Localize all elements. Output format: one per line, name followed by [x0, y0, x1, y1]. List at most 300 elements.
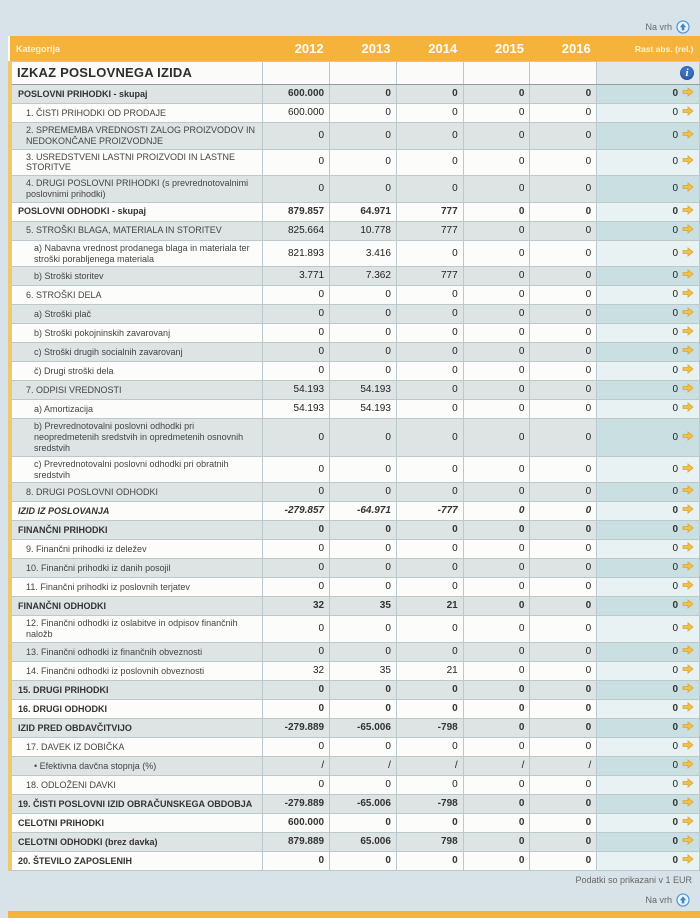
- growth-cell: [597, 851, 700, 870]
- value-cell: 0: [330, 540, 397, 559]
- value-cell: 0: [330, 813, 397, 832]
- value-cell: 0: [530, 176, 597, 203]
- row-label: POSLOVNI PRIHODKI - skupaj: [10, 85, 263, 104]
- row-label: 10. Finančni prihodki iz danih posojil: [10, 559, 263, 578]
- growth-cell: [597, 521, 700, 540]
- growth-arrow-icon[interactable]: [682, 759, 694, 773]
- growth-value: 0: [672, 384, 678, 396]
- growth-cell: [597, 324, 700, 343]
- value-cell: 777: [396, 202, 463, 221]
- growth-cell: [597, 578, 700, 597]
- value-cell: 0: [463, 286, 530, 305]
- value-cell: 0: [263, 456, 330, 483]
- growth-value: 0: [672, 664, 678, 676]
- row-label: 11. Finančni prihodki iz poslovnih terjatev: [10, 578, 263, 597]
- value-cell: 0: [396, 642, 463, 661]
- value-cell: 777: [396, 267, 463, 286]
- value-cell: 0: [263, 680, 330, 699]
- row-label: 2. SPREMEMBA VREDNOSTI ZALOG PROIZVODOV IN NEDOKONČANE PROIZVODNJE: [10, 123, 263, 150]
- value-cell: 0: [463, 202, 530, 221]
- value-cell: 0: [463, 149, 530, 176]
- growth-value: 0: [672, 129, 678, 141]
- value-cell: 0: [530, 456, 597, 483]
- row-label: • Efektivna davčna stopnja (%): [10, 756, 263, 775]
- row-label: č) Drugi stroški dela: [10, 362, 263, 381]
- value-cell: 0: [396, 240, 463, 267]
- growth-value: 0: [672, 759, 678, 771]
- top-bar: [0, 0, 700, 36]
- value-cell: -279.857: [263, 502, 330, 521]
- income-statement-table: [8, 36, 700, 871]
- growth-value: 0: [672, 816, 678, 828]
- row-label: a) Stroški plač: [10, 305, 263, 324]
- value-cell: 0: [530, 343, 597, 362]
- value-cell: 0: [530, 597, 597, 616]
- value-cell: 0: [530, 775, 597, 794]
- table-row: [10, 699, 700, 718]
- value-cell: 0: [463, 123, 530, 150]
- value-cell: 0: [263, 521, 330, 540]
- value-cell: 0: [263, 324, 330, 343]
- growth-arrow-icon[interactable]: [682, 721, 694, 735]
- growth-value: 0: [672, 224, 678, 236]
- value-cell: 0: [330, 737, 397, 756]
- growth-value: 0: [672, 854, 678, 866]
- value-cell: 879.857: [263, 202, 330, 221]
- growth-value: 0: [672, 346, 678, 358]
- table-row: [10, 680, 700, 699]
- value-cell: 0: [530, 286, 597, 305]
- growth-arrow-icon[interactable]: [682, 854, 694, 868]
- value-cell: 0: [330, 642, 397, 661]
- value-cell: 0: [330, 343, 397, 362]
- table-row: [10, 149, 700, 176]
- growth-arrow-icon[interactable]: [682, 599, 694, 613]
- value-cell: 0: [330, 775, 397, 794]
- growth-cell: [597, 267, 700, 286]
- column-header-growth: Rast abs. (rel.): [597, 36, 700, 62]
- value-cell: 0: [263, 616, 330, 643]
- value-cell: -777: [396, 502, 463, 521]
- growth-arrow-icon[interactable]: [682, 580, 694, 594]
- value-cell: 0: [396, 851, 463, 870]
- value-cell: 0: [330, 616, 397, 643]
- value-cell: 64.971: [330, 202, 397, 221]
- growth-cell: [597, 202, 700, 221]
- growth-arrow-icon[interactable]: [682, 106, 694, 120]
- value-cell: 32: [263, 597, 330, 616]
- value-cell: 0: [530, 240, 597, 267]
- value-cell: 0: [530, 680, 597, 699]
- growth-value: 0: [672, 205, 678, 217]
- growth-arrow-icon[interactable]: [682, 431, 694, 445]
- row-label: 13. Finančni odhodki iz finančnih obveznosti: [10, 642, 263, 661]
- growth-value: 0: [672, 797, 678, 809]
- table-row: [10, 540, 700, 559]
- growth-arrow-icon[interactable]: [682, 816, 694, 830]
- growth-arrow-icon[interactable]: [682, 224, 694, 238]
- table-row: [10, 104, 700, 123]
- value-cell: 0: [396, 737, 463, 756]
- table-row: [10, 597, 700, 616]
- value-cell: /: [330, 756, 397, 775]
- value-cell: 0: [463, 775, 530, 794]
- value-cell: 0: [530, 559, 597, 578]
- value-cell: 0: [396, 680, 463, 699]
- growth-arrow-icon[interactable]: [682, 402, 694, 416]
- value-cell: 0: [530, 578, 597, 597]
- table-row: [10, 202, 700, 221]
- table-row: [10, 400, 700, 419]
- value-cell: 0: [330, 123, 397, 150]
- growth-value: 0: [672, 623, 678, 635]
- growth-cell: [597, 540, 700, 559]
- column-header-2014: 2014: [396, 36, 463, 62]
- growth-arrow-icon[interactable]: [682, 463, 694, 477]
- row-label: 20. ŠTEVILO ZAPOSLENIH: [10, 851, 263, 870]
- value-cell: 0: [530, 221, 597, 240]
- row-label: FINANČNI PRIHODKI: [10, 521, 263, 540]
- value-cell: 0: [396, 381, 463, 400]
- row-label: 4. DRUGI POSLOVNI PRIHODKI (s prevrednotovalnimi poslovnimi prihodki): [10, 176, 263, 203]
- value-cell: 0: [463, 559, 530, 578]
- value-cell: 0: [330, 559, 397, 578]
- value-cell: 0: [530, 737, 597, 756]
- table-row: [10, 642, 700, 661]
- value-cell: 0: [263, 483, 330, 502]
- growth-arrow-icon[interactable]: [682, 561, 694, 575]
- value-cell: 0: [263, 123, 330, 150]
- growth-arrow-icon[interactable]: [682, 129, 694, 143]
- value-cell: -65.006: [330, 794, 397, 813]
- growth-value: 0: [672, 600, 678, 612]
- table-row: [10, 343, 700, 362]
- value-cell: 0: [463, 362, 530, 381]
- table-row: [10, 737, 700, 756]
- table-row: [10, 85, 700, 104]
- growth-cell: [597, 832, 700, 851]
- value-cell: 0: [463, 85, 530, 104]
- growth-arrow-icon[interactable]: [682, 702, 694, 716]
- row-label: 3. USREDSTVENI LASTNI PROIZVODI IN LASTNE STORITVE: [10, 149, 263, 176]
- growth-value: 0: [672, 403, 678, 415]
- growth-cell: [597, 149, 700, 176]
- value-cell: 879.889: [263, 832, 330, 851]
- growth-cell: [597, 305, 700, 324]
- value-cell: -65.006: [330, 718, 397, 737]
- column-header-2015: 2015: [463, 36, 530, 62]
- value-cell: 0: [463, 832, 530, 851]
- value-cell: 0: [463, 305, 530, 324]
- value-cell: 0: [463, 578, 530, 597]
- value-cell: 0: [463, 221, 530, 240]
- value-cell: 32: [263, 661, 330, 680]
- growth-value: 0: [672, 835, 678, 847]
- value-cell: 0: [330, 149, 397, 176]
- table-row: [10, 305, 700, 324]
- growth-arrow-icon[interactable]: [682, 797, 694, 811]
- growth-value: 0: [672, 247, 678, 259]
- value-cell: 821.893: [263, 240, 330, 267]
- column-header-category: Kategorija: [10, 36, 263, 62]
- value-cell: 0: [463, 540, 530, 559]
- table-row: [10, 578, 700, 597]
- column-header-2016: 2016: [530, 36, 597, 62]
- growth-cell: [597, 616, 700, 643]
- value-cell: 0: [396, 343, 463, 362]
- value-cell: 0: [463, 794, 530, 813]
- value-cell: 0: [530, 699, 597, 718]
- row-label: 6. STROŠKI DELA: [10, 286, 263, 305]
- row-label: b) Prevrednotovalni poslovni odhodki pri neopredmetenih sredstvih in opredmetenih osnovnih sredstvih: [10, 419, 263, 456]
- value-cell: 10.778: [330, 221, 397, 240]
- growth-arrow-icon[interactable]: [682, 664, 694, 678]
- value-cell: 0: [330, 305, 397, 324]
- value-cell: 0: [396, 176, 463, 203]
- value-cell: 0: [530, 85, 597, 104]
- growth-value: 0: [672, 327, 678, 339]
- row-label: b) Stroški storitev: [10, 267, 263, 286]
- value-cell: 0: [530, 123, 597, 150]
- value-cell: 0: [530, 202, 597, 221]
- row-label: 15. DRUGI PRIHODKI: [10, 680, 263, 699]
- growth-value: 0: [672, 778, 678, 790]
- value-cell: 0: [463, 381, 530, 400]
- value-cell: 0: [396, 578, 463, 597]
- row-label: 7. ODPISI VREDNOSTI: [10, 381, 263, 400]
- growth-arrow-icon[interactable]: [682, 269, 694, 283]
- value-cell: 0: [530, 305, 597, 324]
- growth-value: 0: [672, 289, 678, 301]
- value-cell: 0: [463, 699, 530, 718]
- value-cell: 0: [330, 362, 397, 381]
- growth-cell: [597, 680, 700, 699]
- row-label: IZID IZ POSLOVANJA: [10, 502, 263, 521]
- growth-value: 0: [672, 107, 678, 118]
- row-label: POSLOVNI ODHODKI - skupaj: [10, 202, 263, 221]
- row-label: 1. ČISTI PRIHODKI OD PRODAJE: [10, 104, 263, 123]
- value-cell: 600.000: [263, 104, 330, 123]
- value-cell: 0: [396, 521, 463, 540]
- row-label: 16. DRUGI ODHODKI: [10, 699, 263, 718]
- table-row: [10, 851, 700, 870]
- growth-cell: [597, 456, 700, 483]
- value-cell: 54.193: [263, 400, 330, 419]
- growth-arrow-icon[interactable]: [682, 247, 694, 261]
- value-cell: 0: [530, 104, 597, 123]
- value-cell: 0: [530, 400, 597, 419]
- growth-arrow-icon[interactable]: [682, 645, 694, 659]
- growth-cell: [597, 483, 700, 502]
- value-cell: 0: [530, 540, 597, 559]
- growth-cell: [597, 362, 700, 381]
- value-cell: 0: [263, 737, 330, 756]
- value-cell: /: [396, 756, 463, 775]
- row-label: c) Stroški drugih socialnih zavarovanj: [10, 343, 263, 362]
- growth-value: 0: [672, 683, 678, 695]
- table-row: [10, 832, 700, 851]
- growth-arrow-icon[interactable]: [682, 364, 694, 378]
- growth-arrow-icon[interactable]: [682, 778, 694, 792]
- value-cell: 0: [463, 324, 530, 343]
- value-cell: 0: [396, 305, 463, 324]
- growth-cell: [597, 794, 700, 813]
- growth-arrow-icon[interactable]: [682, 683, 694, 697]
- value-cell: 0: [530, 616, 597, 643]
- value-cell: 0: [530, 381, 597, 400]
- table-title-row: [10, 62, 700, 85]
- growth-arrow-icon[interactable]: [682, 835, 694, 849]
- value-cell: 0: [396, 813, 463, 832]
- value-cell: 600.000: [263, 813, 330, 832]
- info-icon[interactable]: i: [680, 66, 694, 80]
- value-cell: 0: [463, 419, 530, 456]
- growth-value: 0: [672, 562, 678, 574]
- value-cell: 0: [463, 597, 530, 616]
- row-label: 5. STROŠKI BLAGA, MATERIALA IN STORITEV: [10, 221, 263, 240]
- growth-arrow-icon[interactable]: [682, 740, 694, 754]
- value-cell: 0: [463, 267, 530, 286]
- growth-cell: [597, 85, 700, 104]
- growth-value: 0: [672, 463, 678, 475]
- value-cell: 0: [463, 813, 530, 832]
- value-cell: 0: [463, 851, 530, 870]
- row-label: CELOTNI PRIHODKI: [10, 813, 263, 832]
- table-header-row: [10, 36, 700, 62]
- growth-cell: [597, 642, 700, 661]
- value-cell: 0: [530, 483, 597, 502]
- value-cell: 0: [396, 419, 463, 456]
- value-cell: 0: [530, 502, 597, 521]
- growth-cell: [597, 559, 700, 578]
- value-cell: 65.006: [330, 832, 397, 851]
- value-cell: /: [463, 756, 530, 775]
- value-cell: 54.193: [263, 381, 330, 400]
- growth-cell: [597, 381, 700, 400]
- value-cell: -64.971: [330, 502, 397, 521]
- row-label: a) Nabavna vrednost prodanega blaga in materiala ter stroški porabljenega materiala: [10, 240, 263, 267]
- growth-arrow-icon[interactable]: [682, 622, 694, 636]
- value-cell: 0: [530, 149, 597, 176]
- value-cell: 0: [263, 775, 330, 794]
- growth-value: 0: [672, 88, 678, 99]
- growth-arrow-icon[interactable]: [682, 504, 694, 518]
- value-cell: 0: [463, 104, 530, 123]
- value-cell: 0: [396, 400, 463, 419]
- growth-arrow-icon[interactable]: [682, 542, 694, 556]
- growth-arrow-icon[interactable]: [682, 205, 694, 219]
- growth-arrow-icon[interactable]: [682, 326, 694, 340]
- growth-value: 0: [672, 740, 678, 752]
- value-cell: 0: [263, 851, 330, 870]
- value-cell: 0: [263, 305, 330, 324]
- table-row: [10, 661, 700, 680]
- growth-cell: [597, 400, 700, 419]
- growth-value: 0: [672, 486, 678, 498]
- value-cell: 0: [463, 680, 530, 699]
- table-body: [10, 62, 700, 871]
- growth-value: 0: [672, 156, 678, 168]
- value-cell: 0: [396, 699, 463, 718]
- value-cell: 0: [330, 104, 397, 123]
- scroll-to-top-icon[interactable]: [676, 20, 690, 34]
- value-cell: 7.362: [330, 267, 397, 286]
- value-cell: 0: [396, 286, 463, 305]
- value-cell: 0: [396, 616, 463, 643]
- value-cell: 0: [263, 578, 330, 597]
- value-cell: 0: [330, 483, 397, 502]
- value-cell: 0: [463, 737, 530, 756]
- growth-value: 0: [672, 543, 678, 555]
- value-cell: 825.664: [263, 221, 330, 240]
- value-cell: /: [530, 756, 597, 775]
- table-row: [10, 362, 700, 381]
- value-cell: 0: [330, 851, 397, 870]
- growth-value: 0: [672, 721, 678, 733]
- value-cell: 0: [463, 642, 530, 661]
- value-cell: 0: [530, 324, 597, 343]
- na-vrh-bottom-link[interactable]: [645, 893, 690, 907]
- growth-cell: [597, 240, 700, 267]
- growth-cell: [597, 718, 700, 737]
- value-cell: 600.000: [263, 85, 330, 104]
- growth-arrow-icon[interactable]: [682, 182, 694, 196]
- growth-arrow-icon[interactable]: [682, 307, 694, 321]
- table-row: [10, 267, 700, 286]
- value-cell: -279.889: [263, 794, 330, 813]
- table-row: [10, 559, 700, 578]
- value-cell: 0: [530, 832, 597, 851]
- footnote: Podatki so prikazani v 1 EUR: [575, 874, 692, 885]
- growth-arrow-icon[interactable]: [682, 485, 694, 499]
- growth-value: 0: [672, 505, 678, 517]
- value-cell: 0: [463, 502, 530, 521]
- growth-arrow-icon[interactable]: [682, 345, 694, 359]
- row-label: 17. DAVEK IZ DOBIČKA: [10, 737, 263, 756]
- growth-cell: [597, 286, 700, 305]
- growth-cell: [597, 597, 700, 616]
- value-cell: 0: [396, 456, 463, 483]
- next-table-header-strip: [8, 911, 700, 918]
- value-cell: 54.193: [330, 400, 397, 419]
- value-cell: 0: [396, 123, 463, 150]
- table-row: [10, 813, 700, 832]
- value-cell: 0: [530, 419, 597, 456]
- growth-arrow-icon[interactable]: [682, 87, 694, 101]
- value-cell: 798: [396, 832, 463, 851]
- growth-arrow-icon[interactable]: [682, 155, 694, 169]
- value-cell: 0: [463, 521, 530, 540]
- growth-arrow-icon[interactable]: [682, 383, 694, 397]
- table-row: [10, 419, 700, 456]
- growth-arrow-icon[interactable]: [682, 523, 694, 537]
- table-row: [10, 521, 700, 540]
- value-cell: 0: [396, 85, 463, 104]
- value-cell: 0: [263, 362, 330, 381]
- growth-cell: [597, 221, 700, 240]
- na-vrh-top-link[interactable]: [645, 20, 690, 34]
- scroll-to-top-icon[interactable]: [676, 893, 690, 907]
- value-cell: 0: [396, 540, 463, 559]
- growth-cell: [597, 123, 700, 150]
- value-cell: 0: [330, 419, 397, 456]
- value-cell: 0: [396, 483, 463, 502]
- value-cell: 0: [330, 680, 397, 699]
- growth-value: 0: [672, 431, 678, 443]
- value-cell: 0: [463, 456, 530, 483]
- growth-arrow-icon[interactable]: [682, 288, 694, 302]
- bottom-bar: [0, 885, 700, 911]
